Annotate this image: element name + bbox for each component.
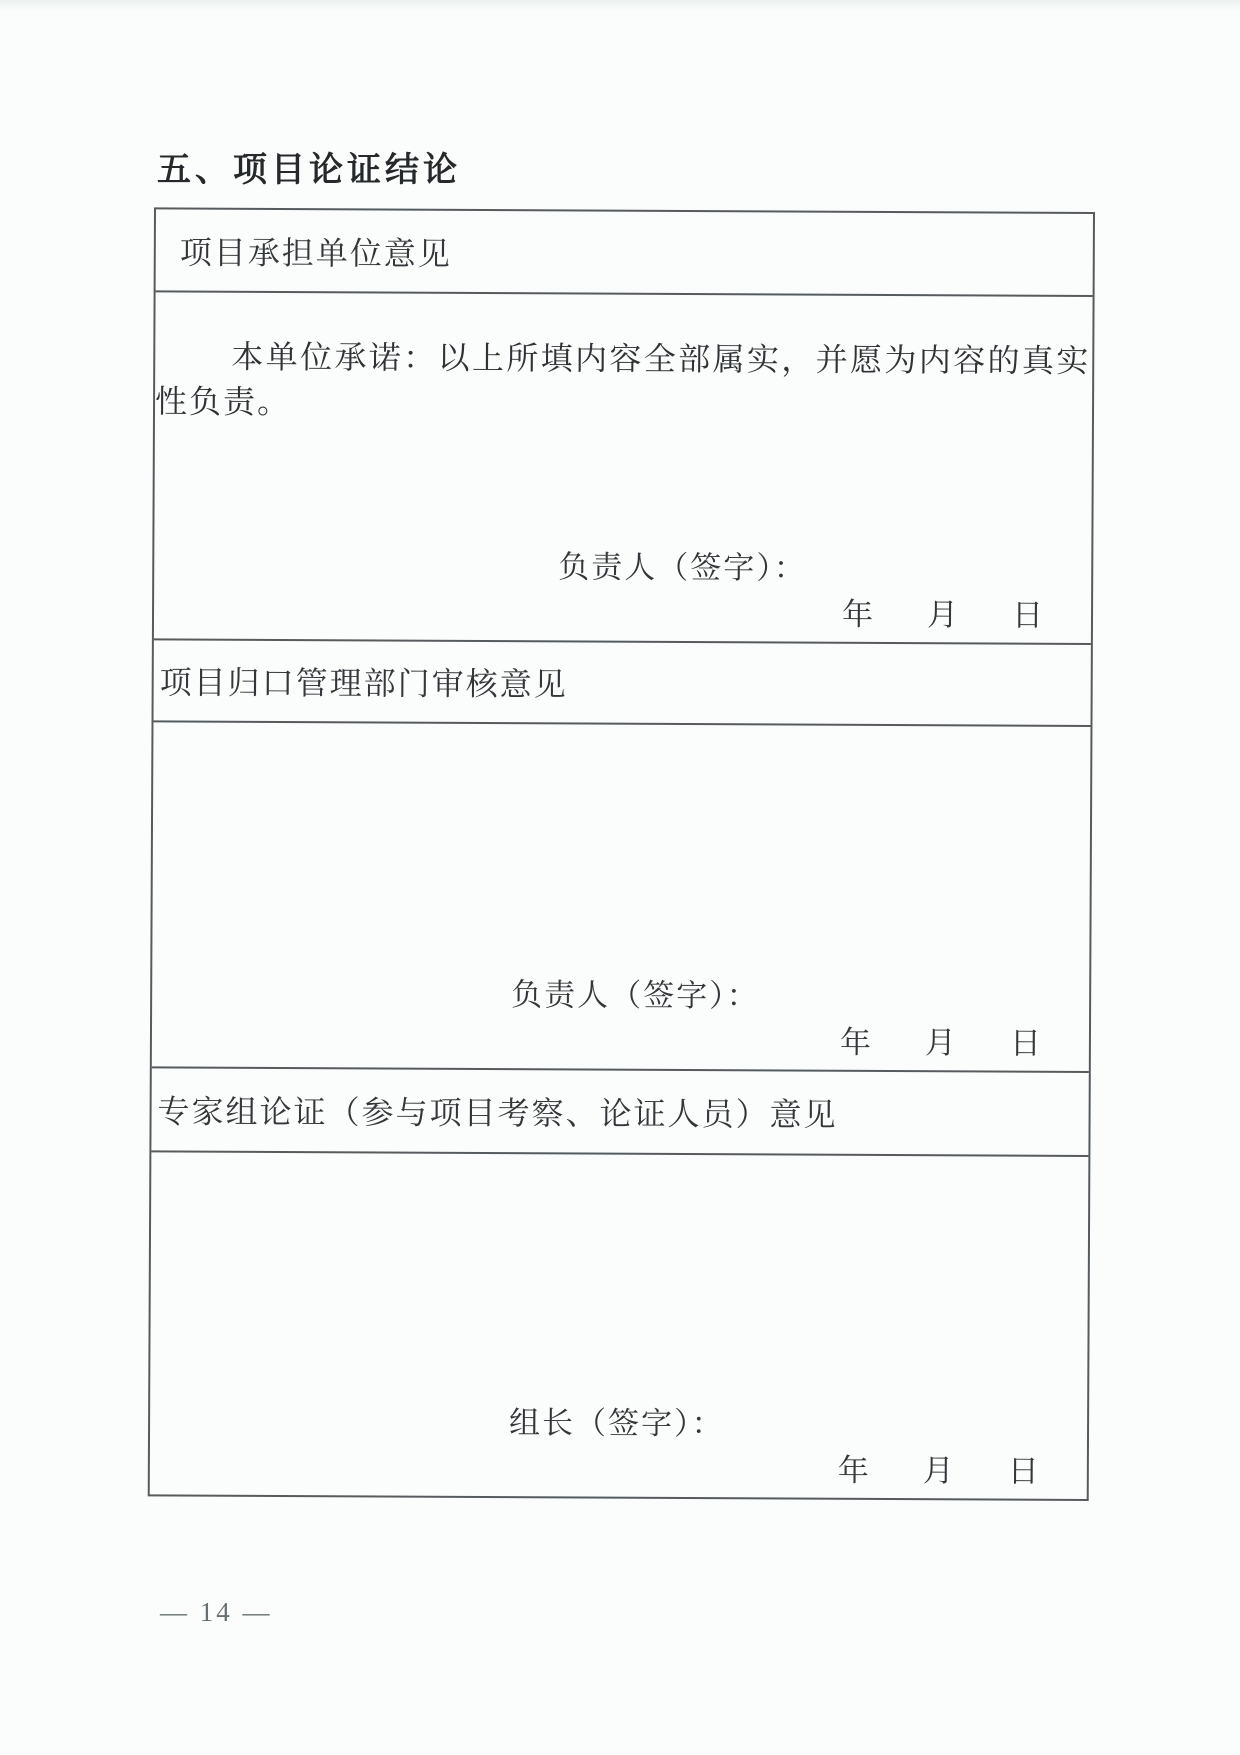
commitment-text: 本单位承诺：以上所填内容全部属实，并愿为内容的真实性负责。 [154,338,1091,421]
date-label-year: 年 [837,1452,869,1488]
signer-label: 负责人（签字）： [511,977,760,1014]
page-number: — 14 — [160,1597,273,1627]
header-cell-management-department-review [153,640,1090,727]
date-label-day: 日 [1007,1453,1039,1489]
date-label-year: 年 [841,596,874,632]
date-line [154,591,1091,636]
signature-line [152,972,1089,1018]
opinion-cell-undertaking-unit [154,292,1093,645]
header-cell-undertaking-unit-opinion [156,209,1093,297]
signer-label: 组长（签字）： [508,1405,725,1442]
header-label: 项目承担单位意见 [179,234,452,272]
page-title: 五、项目论证结论 [157,152,461,189]
date-label-month: 月 [922,1453,954,1489]
signer-label: 负责人（签字）： [558,549,807,586]
signature-line [150,1400,1087,1446]
opinion-cell-management-department [152,722,1091,1073]
header-label: 专家组论证（参与项目考察、论证人员）意见 [157,1093,838,1133]
date-label-day: 日 [1011,597,1044,633]
date-label-month: 月 [926,597,959,633]
date-line [152,1019,1089,1064]
date-label-month: 月 [924,1025,957,1061]
date-label-day: 日 [1009,1025,1042,1061]
date-line [150,1447,1087,1492]
opinion-cell-expert-group [150,1152,1089,1499]
conclusion-form-table [148,207,1095,1501]
date-label-year: 年 [839,1024,872,1060]
header-label: 项目归口管理部门审核意见 [159,664,568,703]
signature-line [154,544,1091,590]
header-cell-expert-group-opinion [151,1068,1088,1157]
